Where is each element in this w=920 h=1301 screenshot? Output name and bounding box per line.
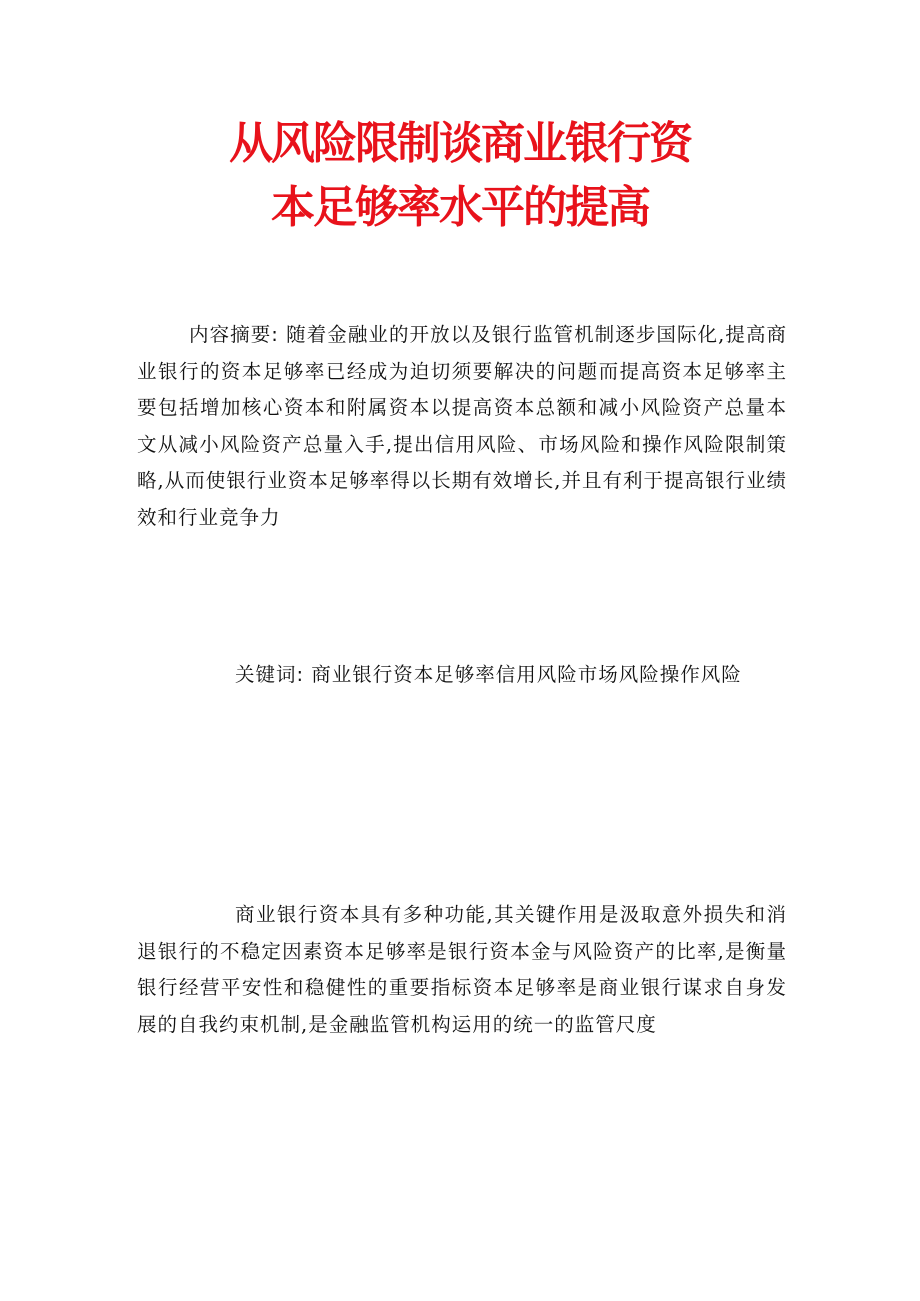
abstract-text: 随着金融业的开放以及银行监管机制逐步国际化,提高商业银行的资本足够率已经成为迫切须要解决的问题而提高资本足够率主要包括增加核心资本和附属资本以提高资本总额和减小风险资产总量本文从减小风险资产总量入手,提出信用风险、市场风险和操作风险限制策略,从而使银行业资本足够率得以长期有效增长,并且有利于提高银行业绩效和行业竞争力 (137, 323, 788, 529)
title-line-2: 本足够率水平的提高 (271, 182, 649, 233)
keywords-label: 关键词: (235, 663, 305, 686)
abstract-paragraph (137, 317, 787, 536)
document-title (130, 112, 790, 240)
title-line-1: 从风险限制谈商业银行资 (229, 118, 691, 169)
body-paragraph: 商业银行资本具有多种功能,其关键作用是汲取意外损失和消退银行的不稳定因素资本足够率是银行资本金与风险资产的比率,是衡量银行经营平安性和稳健性的重要指标资本足够率是商业银行谋求自身发展的自我约束机制,是金融监管机构运用的统一的监管尺度 (137, 903, 787, 1036)
keywords-text: 商业银行资本足够率信用风险市场风险操作风险 (311, 663, 742, 686)
abstract-label: 内容摘要: (189, 323, 279, 346)
keywords-paragraph (137, 657, 787, 694)
